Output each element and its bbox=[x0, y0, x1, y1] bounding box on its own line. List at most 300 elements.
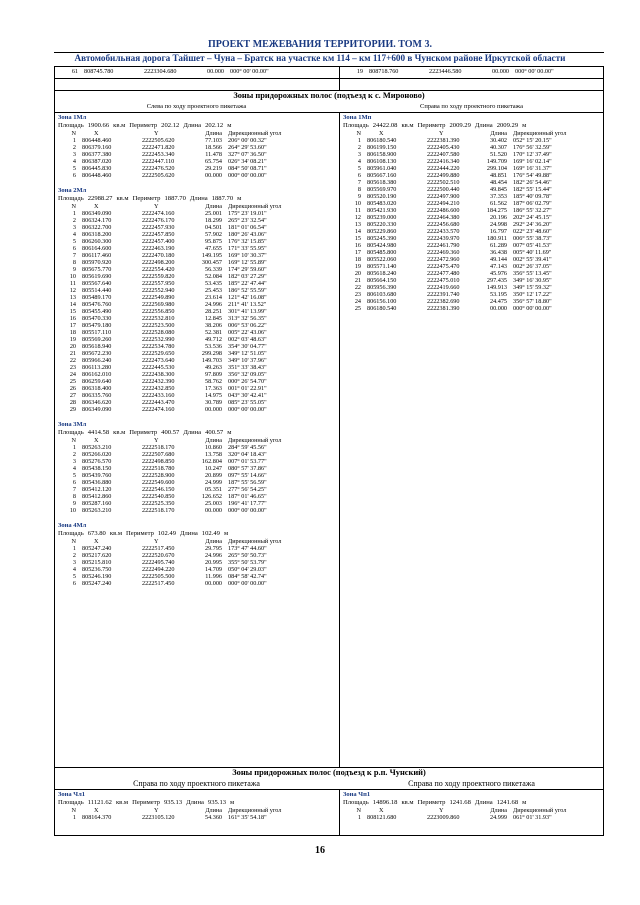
coord-y: 2222444.220 bbox=[427, 165, 460, 172]
coord-y: 2222457.400 bbox=[142, 238, 175, 245]
coord-x: 808164.370 bbox=[82, 814, 112, 821]
coord-y: 2222552.940 bbox=[142, 287, 175, 294]
segment-length: 49.845 bbox=[489, 186, 507, 193]
perimeter-label: Периметр bbox=[417, 122, 446, 129]
meter-label: м bbox=[227, 429, 232, 436]
col-x: X bbox=[94, 130, 99, 137]
point-number: 2 bbox=[72, 552, 76, 559]
coord-x: 806346.620 bbox=[82, 399, 112, 406]
coord-y: 2222525.350 bbox=[142, 500, 175, 507]
direction-angle: 185° 22' 47.44" bbox=[228, 280, 267, 287]
point-number: 8 bbox=[72, 259, 76, 266]
coord-x: 805229.860 bbox=[367, 228, 397, 235]
col-y: Y bbox=[154, 437, 159, 444]
zone-area: 673.80 bbox=[87, 530, 106, 537]
table-row bbox=[58, 231, 336, 238]
point-number: 14 bbox=[354, 228, 361, 235]
table-row bbox=[58, 364, 336, 371]
point-number: 7 bbox=[72, 486, 76, 493]
point-number: 5 bbox=[72, 238, 76, 245]
coord-x: 805522.060 bbox=[367, 256, 397, 263]
direction-angle: 284° 59' 45.56" bbox=[228, 444, 267, 451]
coord-y: 2222475.010 bbox=[427, 277, 460, 284]
length-label: Длина bbox=[183, 122, 202, 129]
segment-length: 162.804 bbox=[201, 458, 222, 465]
direction-angle: 176° 56' 32.59" bbox=[513, 144, 552, 151]
coord-y: 2222528.080 bbox=[142, 329, 175, 336]
segment-length: 25.003 bbox=[204, 500, 222, 507]
coord-x: 805489.170 bbox=[82, 294, 112, 301]
direction-angle: 085° 23' 55.05" bbox=[228, 399, 267, 406]
direction-angle: 277° 56' 54.25" bbox=[228, 486, 267, 493]
direction-angle: 187° 55' 56.59" bbox=[228, 479, 267, 486]
segment-length: 30.789 bbox=[204, 399, 222, 406]
segment-length: 25.001 bbox=[204, 210, 222, 217]
col-length: Длина bbox=[205, 807, 222, 814]
segment-length: 61.289 bbox=[489, 242, 507, 249]
table-row bbox=[343, 263, 601, 270]
direction-angle: 292° 24' 36.20" bbox=[513, 221, 552, 228]
segment-length: 00.000 bbox=[204, 172, 222, 179]
coord-x: 806117.460 bbox=[82, 252, 112, 259]
column-divider-bottom bbox=[339, 789, 340, 836]
direction-angle: 265° 50' 50.73" bbox=[228, 552, 267, 559]
point-number: 27 bbox=[69, 392, 76, 399]
coord-x: 805220.330 bbox=[367, 221, 397, 228]
coord-x: 805476.760 bbox=[82, 301, 112, 308]
direction-angle: 000° 00' 00.00" bbox=[228, 172, 267, 179]
segment-length: 00.000 bbox=[204, 507, 222, 514]
direction-angle: 052° 15' 20.15" bbox=[513, 137, 552, 144]
coord-y: 2222549.890 bbox=[142, 294, 175, 301]
zone-info bbox=[58, 799, 336, 807]
direction-angle: 084° 50' 08.71" bbox=[228, 165, 267, 172]
segment-length: 149.913 bbox=[486, 284, 507, 291]
segment-length: 97.809 bbox=[204, 371, 222, 378]
zone-block bbox=[58, 421, 336, 514]
coord-x: 805569.260 bbox=[82, 336, 112, 343]
table-row bbox=[58, 151, 336, 158]
col-x: X bbox=[379, 807, 384, 814]
col-direction: Дирекционный угол bbox=[513, 130, 567, 137]
area-label: Площадь bbox=[58, 429, 84, 436]
coord-y: 2222416.340 bbox=[427, 158, 460, 165]
table-row bbox=[58, 500, 336, 507]
coord-x: 805436.880 bbox=[82, 479, 112, 486]
point-number: 19 bbox=[69, 336, 76, 343]
zone-length: 1241.68 bbox=[496, 799, 519, 806]
point-number: 6 bbox=[72, 245, 76, 252]
column-headers bbox=[58, 203, 336, 210]
point-number: 4 bbox=[357, 158, 361, 165]
coord-x: 806387.020 bbox=[82, 158, 112, 165]
point-number: 3 bbox=[72, 458, 76, 465]
direction-angle: 182° 55' 15.44" bbox=[513, 186, 552, 193]
direction-angle: 002° 03' 48.63" bbox=[228, 336, 267, 343]
length-label: Длина bbox=[186, 799, 204, 806]
coord-y: 2222497.900 bbox=[427, 193, 460, 200]
zone-length: 2009.29 bbox=[496, 122, 519, 129]
coord-x: 805618.380 bbox=[367, 179, 397, 186]
table-row bbox=[343, 158, 601, 165]
coord-x: 806448.460 bbox=[82, 137, 112, 144]
direction-angle: 313° 32' 56.35" bbox=[228, 315, 267, 322]
segment-length: 24.999 bbox=[489, 814, 507, 821]
coord-y: 2222445.530 bbox=[142, 364, 175, 371]
col-y: Y bbox=[439, 130, 444, 137]
coord-x: 806113.280 bbox=[82, 364, 112, 371]
segment-length: 149.195 bbox=[201, 252, 222, 259]
column-headers bbox=[58, 437, 336, 444]
coord-y: 2222495.740 bbox=[142, 559, 175, 566]
direction-angle: 196° 41' 17.77" bbox=[228, 500, 267, 507]
zone-area: 22988.27 bbox=[87, 195, 113, 202]
table-row bbox=[58, 259, 336, 266]
perimeter-label: Периметр bbox=[129, 429, 158, 436]
point-number: 11 bbox=[70, 280, 76, 287]
table-row bbox=[343, 814, 601, 821]
point-number: 17 bbox=[69, 322, 76, 329]
direction-angle: 327° 07' 36.50" bbox=[228, 151, 267, 158]
direction-angle: 043° 30' 42.41" bbox=[228, 392, 267, 399]
perimeter-label: Периметр bbox=[132, 799, 160, 806]
table-row bbox=[58, 458, 336, 465]
table-row bbox=[343, 165, 601, 172]
zone-name: Зона 1Мп bbox=[343, 114, 372, 121]
point-number: 21 bbox=[354, 277, 361, 284]
coord-y: 2222471.820 bbox=[142, 144, 175, 151]
coord-y: 2223105.120 bbox=[142, 814, 175, 821]
point-number: 4 bbox=[72, 566, 76, 573]
col-y: Y bbox=[439, 807, 444, 814]
coord-x: 805479.180 bbox=[82, 322, 112, 329]
col-y: Y bbox=[154, 203, 159, 210]
coord-y: 2222518.780 bbox=[142, 465, 175, 472]
direction-angle: 005° 22' 43.06" bbox=[228, 329, 267, 336]
segment-length: 16.797 bbox=[489, 228, 507, 235]
direction-angle: 026° 34' 08.21" bbox=[228, 158, 267, 165]
segment-length: 18.566 bbox=[204, 144, 222, 151]
table-row bbox=[58, 552, 336, 559]
coord-y: 2222432.390 bbox=[142, 378, 175, 385]
direction-angle: 320° 04' 18.43" bbox=[228, 451, 267, 458]
coord-y: 2222517.450 bbox=[142, 580, 175, 587]
coord-y: 2222381.390 bbox=[427, 137, 460, 144]
coord-x: 806158.900 bbox=[367, 151, 397, 158]
point-number: 25 bbox=[69, 378, 76, 385]
direction-angle: 050° 04' 29.03" bbox=[228, 566, 267, 573]
point-number: 1 bbox=[72, 210, 76, 217]
coord-x: 805667.160 bbox=[367, 172, 397, 179]
point-number: 13 bbox=[354, 221, 361, 228]
coord-y: 2222540.850 bbox=[142, 493, 175, 500]
length-label: Длина bbox=[183, 429, 202, 436]
direction-angle: 169° 16' 31.37" bbox=[513, 165, 552, 172]
table-row bbox=[58, 273, 336, 280]
section-title-chunsky: Зоны придорожных полос (подъезд к р.п. Чунский) bbox=[232, 768, 426, 777]
coord-x: 806349.090 bbox=[82, 210, 112, 217]
point-number: 18 bbox=[354, 256, 361, 263]
coord-x: 805438.150 bbox=[82, 465, 112, 472]
unit-label: кв.м bbox=[115, 799, 129, 806]
segment-length: 24.475 bbox=[489, 298, 507, 305]
left-zones-column bbox=[58, 114, 336, 595]
coord-y: 2222505.620 bbox=[142, 137, 175, 144]
row-line bbox=[54, 78, 604, 79]
direction-angle: 000° 00' 00.00" bbox=[228, 580, 267, 587]
direction-angle: 186° 52' 55.59" bbox=[228, 287, 267, 294]
point-number: 5 bbox=[357, 165, 361, 172]
direction-angle: 007° 05' 41.53" bbox=[513, 242, 552, 249]
table-row bbox=[343, 207, 601, 214]
coord-y: 2222474.160 bbox=[142, 210, 175, 217]
area-label: Площадь bbox=[58, 530, 84, 537]
table-row bbox=[58, 451, 336, 458]
segment-length: 184.275 bbox=[486, 207, 507, 214]
meter-label: м bbox=[230, 799, 235, 806]
coord-y: 2222477.480 bbox=[427, 270, 460, 277]
table-row bbox=[58, 238, 336, 245]
left-caption-2: Справа по ходу проектного пикетажа bbox=[133, 779, 260, 788]
coord-y: 2222438.300 bbox=[142, 371, 175, 378]
point-number: 23 bbox=[354, 291, 361, 298]
coord-x: 805287.160 bbox=[82, 500, 112, 507]
point-number: 4 bbox=[72, 465, 76, 472]
direction-angle: 356° 57' 18.80" bbox=[513, 298, 552, 305]
point-number: 9 bbox=[72, 266, 76, 273]
segment-length: 14.709 bbox=[204, 566, 222, 573]
zone-name: Зона 3Мл bbox=[58, 421, 87, 428]
point-number: 16 bbox=[354, 242, 361, 249]
length-label: Длина bbox=[474, 122, 493, 129]
document-title: ПРОЕКТ МЕЖЕВАНИЯ ТЕРРИТОРИИ. ТОМ 3. bbox=[208, 39, 432, 50]
table-row bbox=[58, 245, 336, 252]
point-number: 2 bbox=[72, 144, 76, 151]
coord-y: 2222500.440 bbox=[427, 186, 460, 193]
coord-x: 805664.150 bbox=[367, 277, 397, 284]
length-label: Длина bbox=[180, 530, 198, 537]
unit-label: кв.м bbox=[116, 195, 129, 202]
segment-length: 36.438 bbox=[489, 249, 507, 256]
segment-length: 48.454 bbox=[489, 179, 507, 186]
point-number: 29 bbox=[69, 406, 76, 413]
direction-angle: 355° 50' 53.79" bbox=[228, 559, 267, 566]
segment-length: 20.899 bbox=[204, 472, 222, 479]
point-number: 17 bbox=[354, 249, 361, 256]
segment-length: 149.703 bbox=[201, 357, 222, 364]
segment-length: 52.381 bbox=[204, 329, 222, 336]
point-number: 3 bbox=[357, 151, 361, 158]
point-number: 12 bbox=[69, 287, 76, 294]
meter-label: м bbox=[237, 195, 242, 202]
segment-length: 95.875 bbox=[204, 238, 222, 245]
table-row bbox=[58, 350, 336, 357]
col-n: N bbox=[71, 807, 76, 814]
table-row bbox=[58, 814, 336, 821]
table-row bbox=[58, 486, 336, 493]
point-number: 12 bbox=[354, 214, 361, 221]
coord-y: 2222382.690 bbox=[427, 298, 460, 305]
table-row bbox=[343, 270, 601, 277]
segment-length: 12.845 bbox=[204, 315, 222, 322]
coord-x: 805263.210 bbox=[82, 444, 112, 451]
perimeter-label: Периметр bbox=[129, 122, 158, 129]
col-length: Длина bbox=[205, 130, 222, 137]
point-number: 26 bbox=[69, 385, 76, 392]
point-number: 3 bbox=[72, 151, 76, 158]
coord-y: 2222463.190 bbox=[142, 245, 175, 252]
table-row bbox=[58, 507, 336, 514]
segment-length: 00.000 bbox=[204, 406, 222, 413]
table-row bbox=[58, 357, 336, 364]
coord-x: 805619.690 bbox=[82, 273, 112, 280]
coord-y: 2222569.980 bbox=[142, 301, 175, 308]
table-row bbox=[343, 235, 601, 242]
table-row bbox=[343, 298, 601, 305]
coord-x: 805239.000 bbox=[367, 214, 397, 221]
point-number: 22 bbox=[354, 284, 361, 291]
segment-length: 38.206 bbox=[204, 322, 222, 329]
table-row bbox=[343, 291, 601, 298]
meter-label: м bbox=[227, 122, 232, 129]
segment-length: 23.614 bbox=[204, 294, 222, 301]
coord-y: 2222381.390 bbox=[427, 305, 460, 312]
coord-y: 2222453.340 bbox=[142, 151, 175, 158]
point-number: 2 bbox=[72, 217, 76, 224]
segment-length: 10.247 bbox=[204, 465, 222, 472]
direction-angle: 349° 15' 59.32" bbox=[513, 284, 552, 291]
coord-y: 2222518.170 bbox=[142, 507, 175, 514]
col-x: X bbox=[94, 807, 99, 814]
segment-length: 149.709 bbox=[486, 158, 507, 165]
zone-perimeter: 2009.29 bbox=[449, 122, 471, 129]
coord-y: 2222494.220 bbox=[142, 566, 175, 573]
table-row bbox=[343, 242, 601, 249]
coord-y: 2222405.430 bbox=[427, 144, 460, 151]
coord-x: 805263.210 bbox=[82, 507, 112, 514]
direction-angle: 265° 23' 32.54" bbox=[228, 217, 267, 224]
unit-label: кв.м bbox=[113, 429, 126, 436]
segment-length: 299.104 bbox=[486, 165, 507, 172]
coord-y: 2222475.470 bbox=[427, 263, 460, 270]
direction-angle: 206° 00' 00.32" bbox=[228, 137, 267, 144]
direction-angle: 061° 01' 31.93" bbox=[513, 814, 552, 821]
direction-angle: 001° 01' 22.91" bbox=[228, 385, 267, 392]
direction-angle: 175° 23' 19.01" bbox=[228, 210, 267, 217]
coord-x: 806259.640 bbox=[82, 378, 112, 385]
zone-ch-right bbox=[343, 791, 601, 829]
direction-angle: 005° 40' 11.69" bbox=[513, 249, 552, 256]
point-number: 7 bbox=[72, 252, 76, 259]
segment-length: 45.976 bbox=[489, 270, 507, 277]
table-row bbox=[58, 210, 336, 217]
segment-length: 61.562 bbox=[489, 200, 507, 207]
table-row bbox=[58, 472, 336, 479]
coord-x: 808121.680 bbox=[367, 814, 397, 821]
col-x: X bbox=[94, 203, 99, 210]
zone-info bbox=[58, 195, 336, 203]
point-number: 8 bbox=[357, 186, 361, 193]
coord-x: 806156.100 bbox=[367, 298, 397, 305]
zone-perimeter: 1887.70 bbox=[164, 195, 186, 202]
segment-length: 53.536 bbox=[204, 343, 222, 350]
point-number: 1 bbox=[357, 814, 361, 821]
segment-length: 00.000 bbox=[204, 580, 222, 587]
direction-angle: 170° 12' 37.49" bbox=[513, 151, 552, 158]
coord-x: 806349.090 bbox=[82, 406, 112, 413]
zone-perimeter: 1241.68 bbox=[449, 799, 471, 806]
coord-x: 805675.770 bbox=[82, 266, 112, 273]
direction-angle: 161° 35' 54.18" bbox=[228, 814, 267, 821]
coord-x: 805485.800 bbox=[367, 249, 397, 256]
col-x: X bbox=[94, 437, 99, 444]
table-row bbox=[343, 172, 601, 179]
coord-x: 805412.120 bbox=[82, 486, 112, 493]
point-number: 19 bbox=[354, 263, 361, 270]
direction-angle: 349° 16' 30.95" bbox=[513, 277, 552, 284]
point-number: 6 bbox=[72, 172, 76, 179]
coord-x: 805956.390 bbox=[367, 284, 397, 291]
coord-x: 806199.150 bbox=[367, 144, 397, 151]
coord-x: 805276.570 bbox=[82, 458, 112, 465]
table-row bbox=[58, 172, 336, 179]
coord-x: 805961.040 bbox=[367, 165, 397, 172]
segment-length: 29.795 bbox=[204, 545, 222, 552]
direction-angle: 169° 12' 55.89" bbox=[228, 259, 267, 266]
zone-area: 1900.66 bbox=[87, 122, 110, 129]
coord-y: 2222559.820 bbox=[142, 273, 175, 280]
point-number: 4 bbox=[72, 158, 76, 165]
point-number: 20 bbox=[354, 270, 361, 277]
point-number: 3 bbox=[72, 559, 76, 566]
zone-block bbox=[58, 791, 336, 821]
column-headers bbox=[343, 807, 601, 814]
zone-info bbox=[343, 122, 601, 130]
coord-y: 2222472.960 bbox=[427, 256, 460, 263]
zone-name: Зона Чл1 bbox=[58, 791, 85, 798]
segment-length: 29.219 bbox=[204, 165, 222, 172]
table-row bbox=[58, 301, 336, 308]
point-number: 9 bbox=[357, 193, 361, 200]
direction-angle: 182° 26' 54.46" bbox=[513, 179, 552, 186]
segment-length: 52.084 bbox=[204, 273, 222, 280]
segment-length: 25.453 bbox=[204, 287, 222, 294]
area-label: Площадь bbox=[58, 799, 84, 806]
coord-x: 806318.200 bbox=[82, 231, 112, 238]
direction-angle: 350° 12' 17.22" bbox=[513, 291, 552, 298]
zone-perimeter: 400.57 bbox=[161, 429, 180, 436]
direction-angle: 187° 01' 46.65" bbox=[228, 493, 267, 500]
coord-y: 2222498.200 bbox=[142, 259, 175, 266]
zone-block bbox=[343, 114, 601, 312]
direction-angle: 000° 00' 00.00" bbox=[228, 507, 267, 514]
zone-block bbox=[58, 522, 336, 587]
point-number: 5 bbox=[72, 472, 76, 479]
direction-angle: 264° 29' 53.60" bbox=[228, 144, 267, 151]
col-n: N bbox=[71, 538, 76, 545]
point-number: 1 bbox=[357, 137, 361, 144]
area-label: Площадь bbox=[343, 122, 369, 129]
point-number: 6 bbox=[72, 479, 76, 486]
table-row bbox=[58, 217, 336, 224]
coord-y: 2222443.470 bbox=[142, 399, 175, 406]
coord-x: 805245.390 bbox=[367, 235, 397, 242]
direction-angle: 022° 23' 48.60" bbox=[513, 228, 552, 235]
point-number: 1 bbox=[72, 545, 76, 552]
direction-angle: 002° 55' 39.41" bbox=[513, 256, 552, 263]
table-row bbox=[58, 493, 336, 500]
coord-y: 2222407.580 bbox=[427, 151, 460, 158]
